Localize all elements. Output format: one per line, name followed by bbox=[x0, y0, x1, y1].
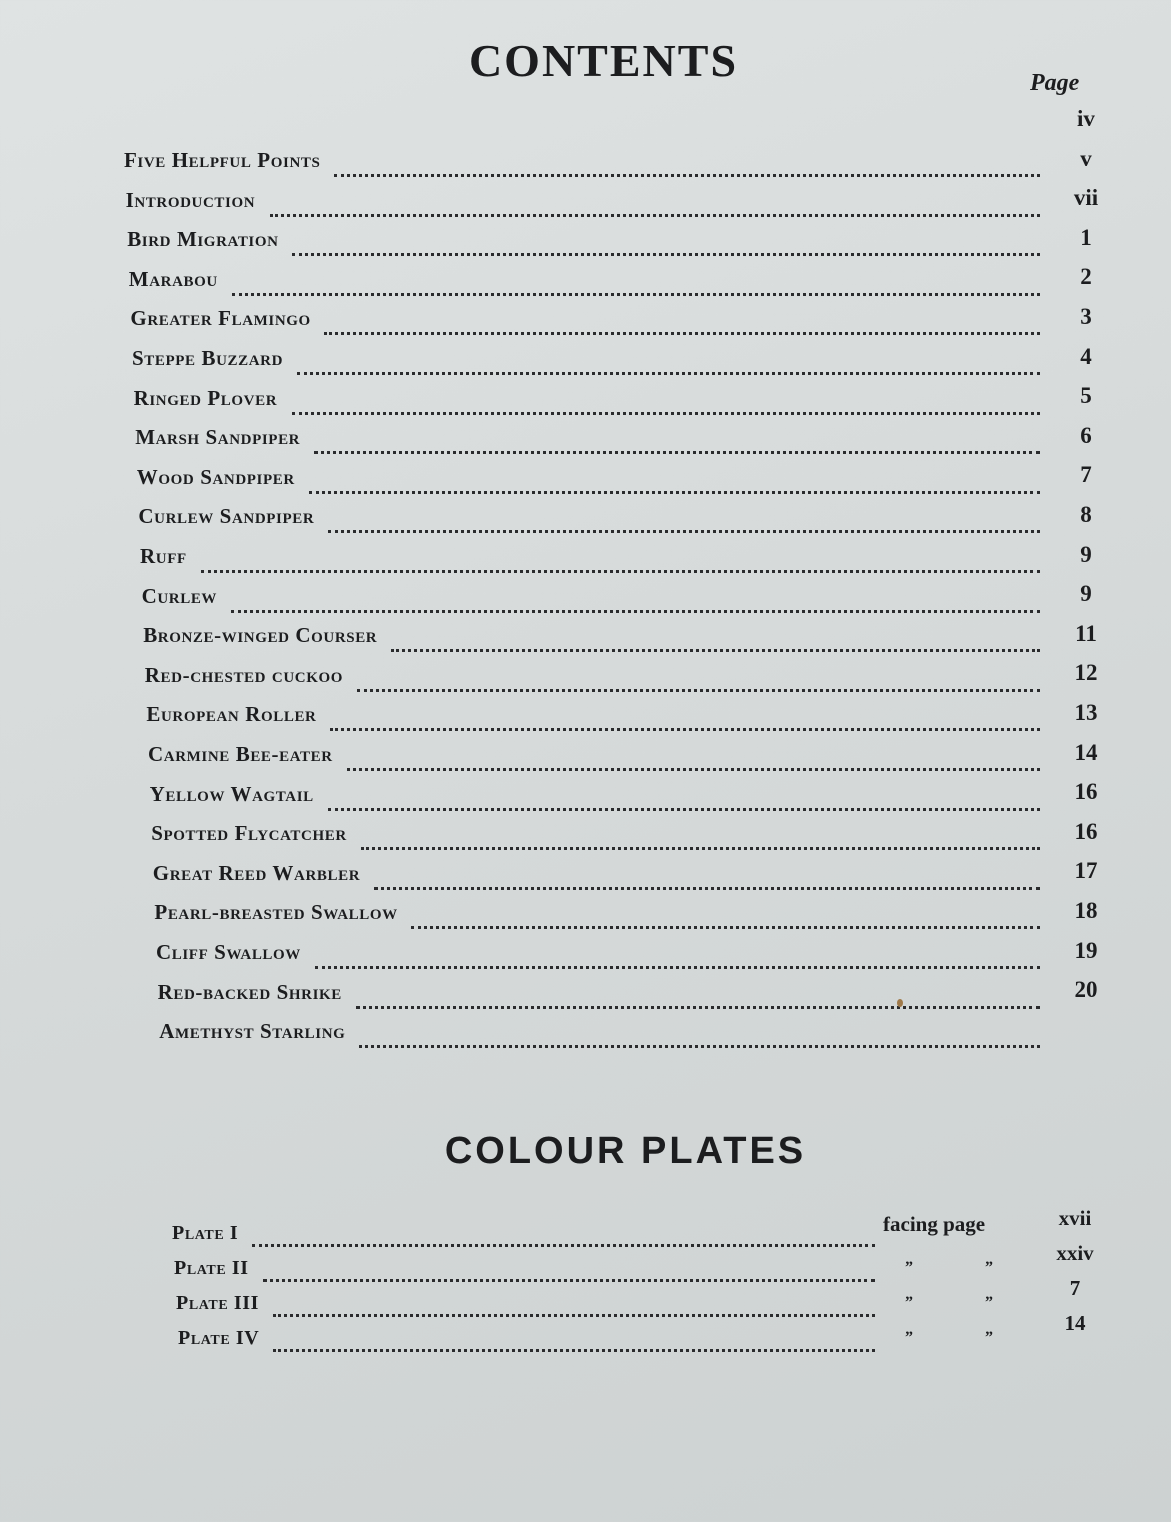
dot-leader bbox=[309, 467, 1040, 494]
contents-title: CONTENTS bbox=[468, 35, 739, 86]
contents-entry-label: Ringed Plover bbox=[133, 385, 278, 410]
dot-leader bbox=[324, 308, 1040, 335]
contents-entry-label: Bronze-winged Courser bbox=[143, 623, 378, 648]
dot-leader bbox=[359, 1021, 1040, 1048]
plate-page-number: 14 bbox=[1064, 1311, 1086, 1335]
facing-page-label: facing page bbox=[883, 1212, 986, 1236]
ditto-mark: ” bbox=[985, 1329, 993, 1346]
plate-row bbox=[0, 1276, 1171, 1326]
plate-label: Plate II bbox=[174, 1257, 249, 1279]
plate-page-number: xxiv bbox=[1056, 1241, 1094, 1265]
contents-entry-label: Cliff Swallow bbox=[156, 940, 301, 964]
plate-row bbox=[0, 1241, 1171, 1291]
contents-page-number: 4 bbox=[1080, 343, 1092, 369]
dot-leader bbox=[347, 744, 1040, 771]
contents-entry-label: Curlew bbox=[141, 583, 218, 608]
contents-page-number: 9 bbox=[1080, 581, 1092, 607]
colour-plates-title: COLOUR PLATES bbox=[444, 1130, 807, 1172]
contents-page-number: 3 bbox=[1080, 304, 1092, 329]
dot-leader bbox=[201, 546, 1040, 573]
paper-spot bbox=[897, 999, 903, 1007]
contents-page-number: 9 bbox=[1080, 541, 1092, 567]
contents-page-number: iv bbox=[1077, 106, 1095, 131]
contents-entry-label: Red-chested cuckoo bbox=[144, 662, 344, 687]
dot-leader bbox=[314, 427, 1040, 454]
dot-leader bbox=[328, 506, 1040, 533]
ditto-mark: ” bbox=[985, 1259, 993, 1276]
dot-leader bbox=[252, 1224, 875, 1247]
contents-entry-label: Marsh Sandpiper bbox=[135, 425, 301, 450]
contents-page-number: 8 bbox=[1080, 502, 1092, 527]
contents-page-number: 20 bbox=[1074, 977, 1098, 1003]
ditto-mark: ” bbox=[905, 1329, 913, 1346]
dot-leader bbox=[330, 704, 1040, 731]
contents-page-number: 2 bbox=[1080, 264, 1092, 290]
contents-entry-label: Steppe Buzzard bbox=[132, 346, 284, 370]
contents-page-number: 6 bbox=[1080, 422, 1092, 448]
plate-label: Plate IV bbox=[178, 1327, 260, 1349]
plate-label: Plate I bbox=[172, 1222, 239, 1244]
contents-entry-label: Wood Sandpiper bbox=[136, 464, 295, 489]
contents-page-number: 16 bbox=[1074, 818, 1098, 844]
ditto-mark: ” bbox=[985, 1294, 993, 1311]
contents-page-number: 13 bbox=[1074, 700, 1098, 725]
dot-leader bbox=[391, 625, 1040, 652]
contents-entry-label: Ruff bbox=[140, 544, 187, 568]
contents-entry-label: Yellow Wagtail bbox=[149, 781, 314, 806]
contents-entry-label: Introduction bbox=[125, 187, 256, 212]
contents-page-number: 17 bbox=[1074, 858, 1098, 884]
dot-leader bbox=[374, 863, 1040, 890]
contents-entry-label: Curlew Sandpiper bbox=[138, 504, 315, 529]
dot-leader bbox=[356, 982, 1040, 1009]
contents-entry-label: Red-backed Shrike bbox=[157, 979, 342, 1004]
plate-page-number: 7 bbox=[1069, 1276, 1081, 1300]
plate-label: Plate III bbox=[176, 1292, 260, 1314]
contents-page-number: 7 bbox=[1080, 462, 1092, 488]
contents-entry-label: European Roller bbox=[146, 702, 317, 727]
dot-leader bbox=[263, 1259, 875, 1282]
contents-row bbox=[0, 106, 1171, 182]
contents-entry-label: Spotted Flycatcher bbox=[151, 821, 347, 846]
dot-leader bbox=[292, 229, 1040, 256]
dot-leader bbox=[292, 388, 1040, 415]
contents-entry-label: Bird Migration bbox=[127, 227, 279, 252]
plate-row bbox=[0, 1206, 1171, 1256]
dot-leader bbox=[315, 942, 1040, 969]
ditto-mark: ” bbox=[905, 1259, 913, 1276]
contents-entry-label: Marabou bbox=[128, 266, 218, 291]
dot-leader bbox=[270, 190, 1040, 217]
contents-page-number: 12 bbox=[1074, 660, 1098, 686]
contents-page-number: 11 bbox=[1075, 620, 1097, 646]
dot-leader bbox=[411, 902, 1040, 929]
dot-leader bbox=[273, 1294, 875, 1317]
contents-entry-label: Pearl-breasted Swallow bbox=[154, 900, 398, 925]
plate-row bbox=[0, 1311, 1171, 1361]
contents-entry-label: Great Reed Warbler bbox=[152, 860, 361, 885]
plate-page-number: xvii bbox=[1058, 1206, 1092, 1230]
contents-entry-label: Five Helpful Points bbox=[124, 148, 321, 172]
dot-leader bbox=[361, 823, 1040, 850]
dot-leader bbox=[297, 348, 1040, 375]
contents-page-number: v bbox=[1080, 145, 1092, 171]
dot-leader bbox=[232, 269, 1040, 296]
dot-leader bbox=[273, 1329, 875, 1352]
contents-entry-label: Greater Flamingo bbox=[130, 306, 311, 331]
contents-page-number: 1 bbox=[1080, 224, 1092, 250]
dot-leader bbox=[231, 586, 1040, 613]
contents-page-number: vii bbox=[1073, 185, 1099, 211]
contents-page-number: 19 bbox=[1074, 937, 1098, 963]
contents-page-number: 5 bbox=[1080, 383, 1092, 409]
contents-page-number: 14 bbox=[1074, 739, 1098, 765]
dot-leader bbox=[334, 150, 1040, 177]
contents-page-number: 16 bbox=[1074, 779, 1098, 805]
dot-leader bbox=[357, 665, 1040, 692]
contents-entry-label: Amethyst Starling bbox=[159, 1019, 346, 1044]
dot-leader bbox=[328, 784, 1040, 811]
ditto-mark: ” bbox=[905, 1294, 913, 1311]
page-column-header: Page bbox=[1030, 70, 1080, 96]
contents-page-number: 18 bbox=[1074, 898, 1098, 923]
contents-entry-label: Carmine Bee-eater bbox=[148, 742, 333, 766]
